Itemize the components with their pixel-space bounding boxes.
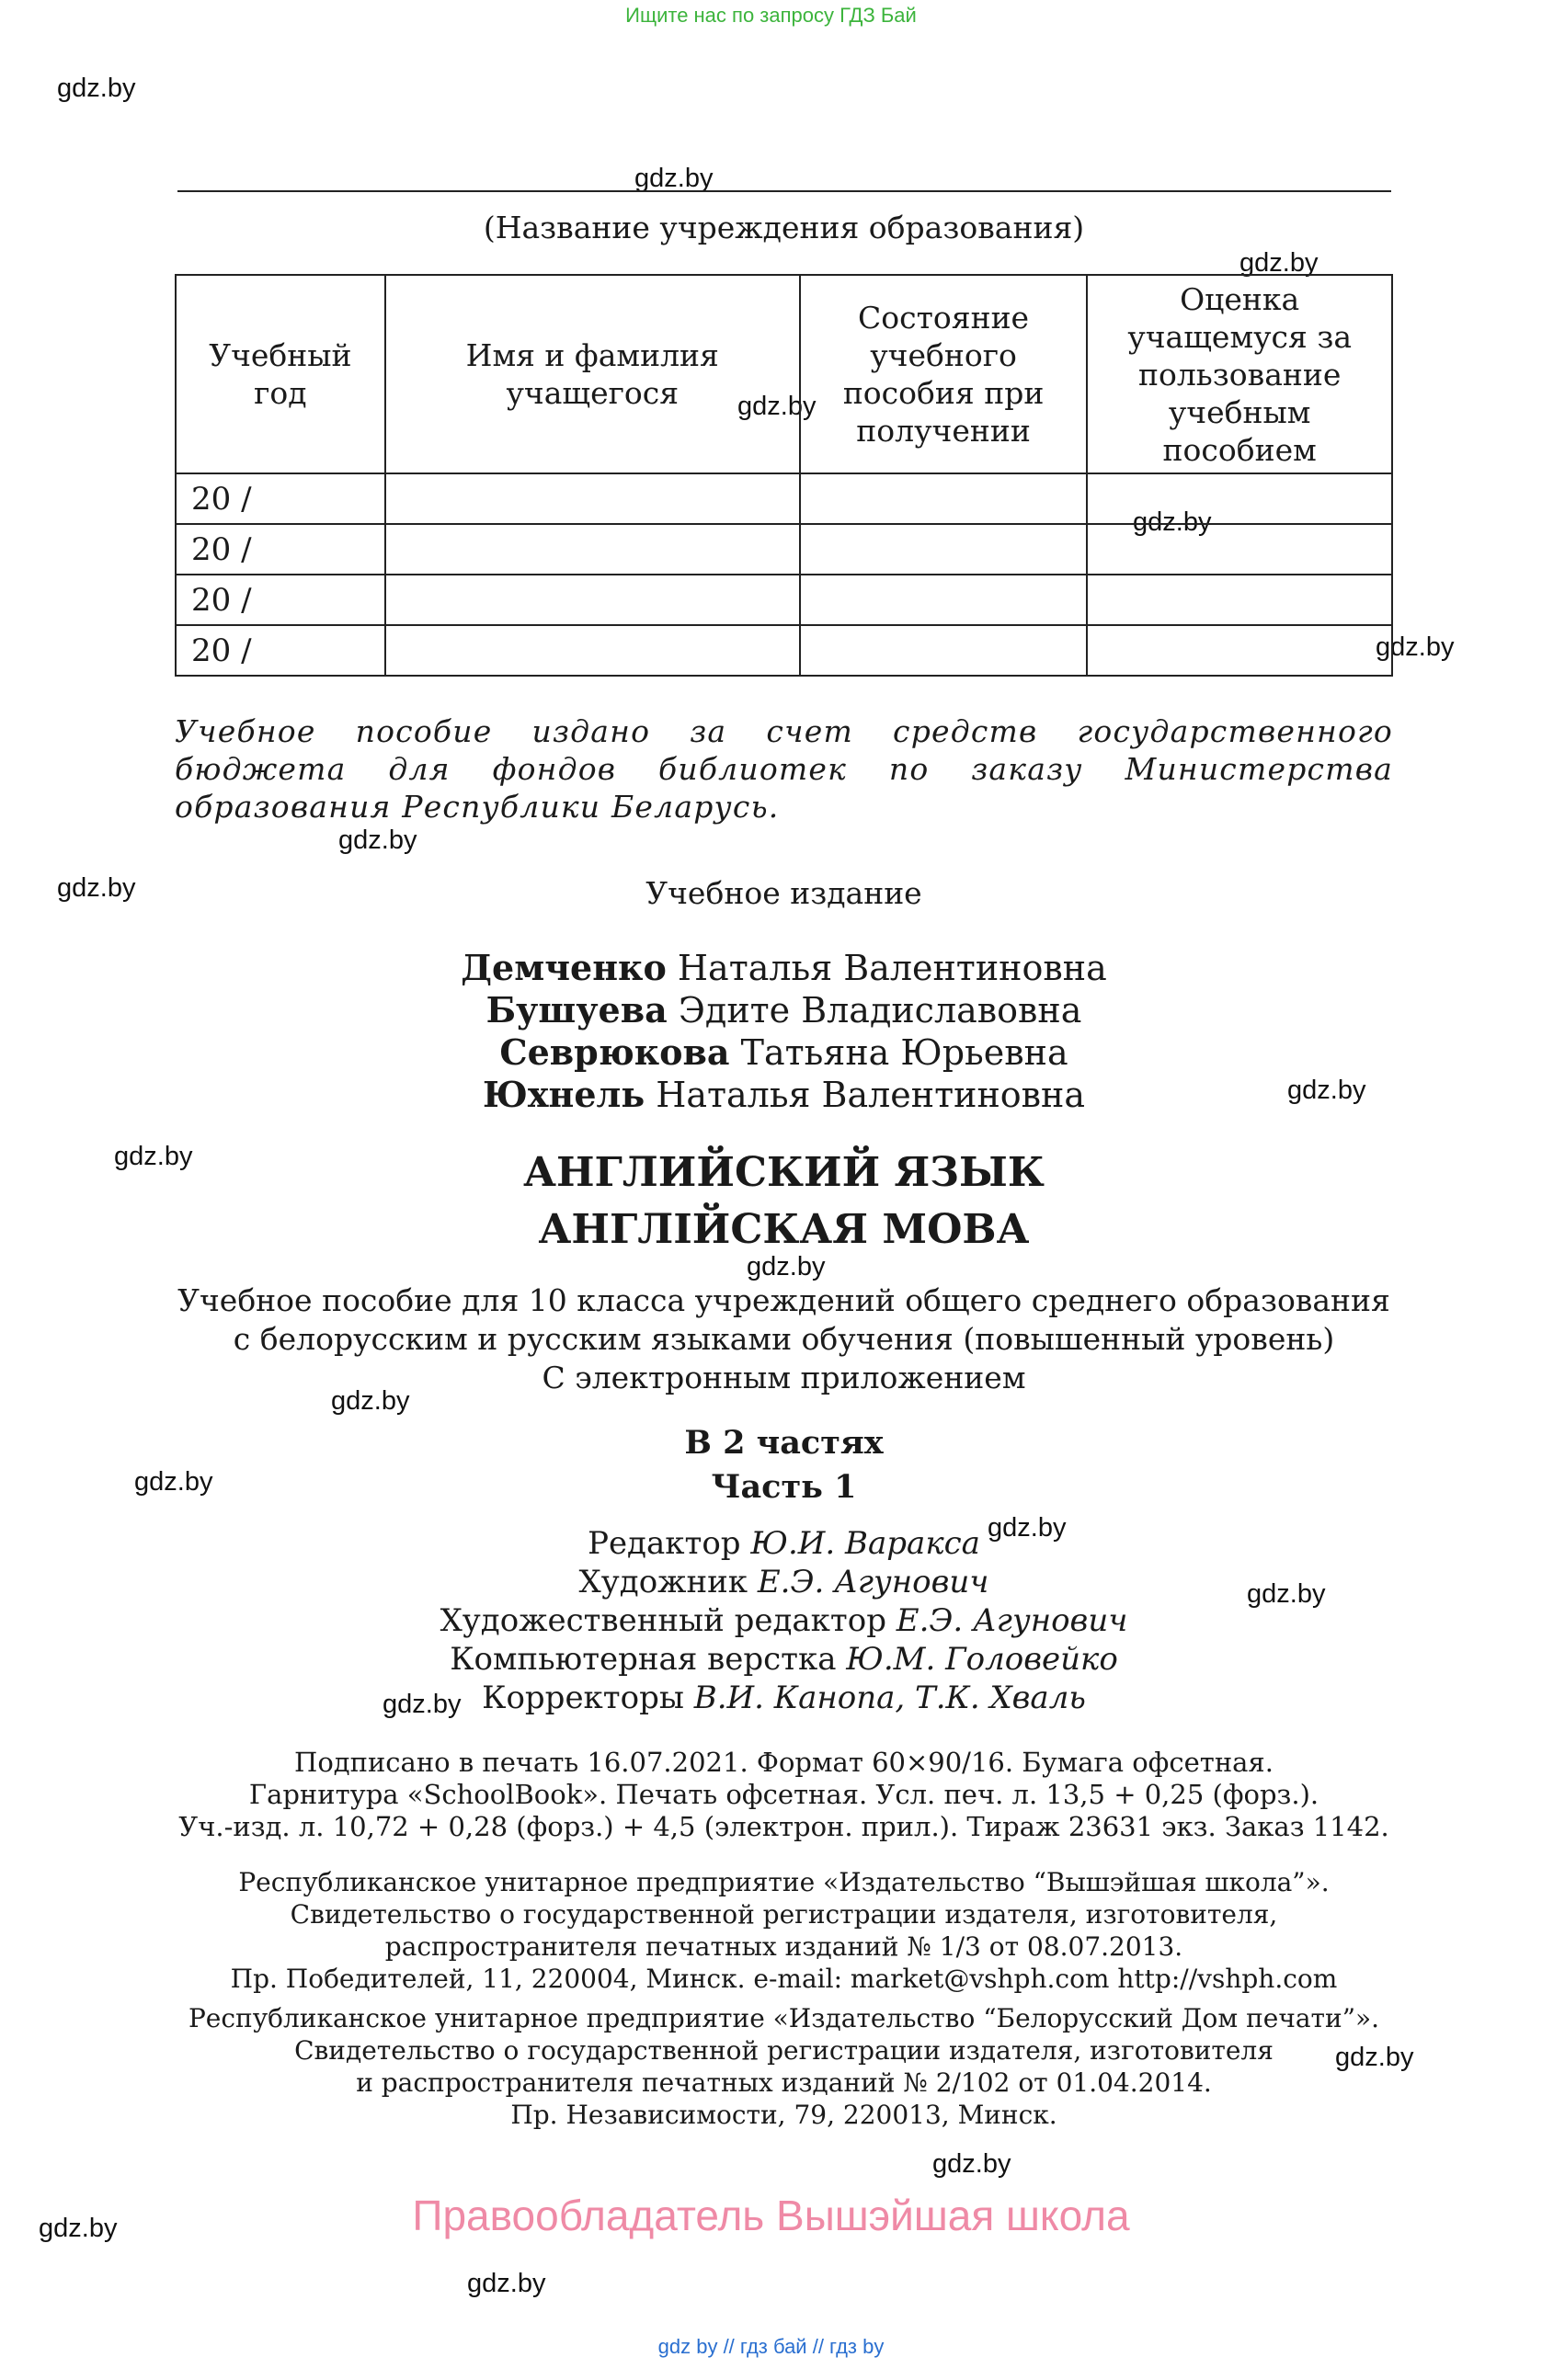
year-cell: 20 / <box>176 575 385 625</box>
watermark: gdz.by <box>338 826 417 855</box>
credit-person: В.И. Канопа, Т.К. Хваль <box>693 1680 1086 1716</box>
book-title <box>0 1144 1542 1258</box>
publisher-line: Республиканское унитарное предприятие «Издательство “Вышэйшая школа”». <box>238 1867 1330 1897</box>
name-cell <box>385 625 800 676</box>
rights-holder-footer: Правообладатель Вышэйшая школа <box>412 2192 1130 2239</box>
title-russian: АНГЛИЙСКИЙ ЯЗЫК <box>523 1149 1045 1196</box>
parts-count: В 2 частях <box>684 1424 884 1462</box>
watermark: gdz.by <box>383 1690 462 1719</box>
imprint-line: Уч.-изд. л. 10,72 + 0,28 (форз.) + 4,5 (электрон. прил.). Тираж 23631 экз. Заказ 1142. <box>178 1811 1389 1842</box>
header-student-name: Имя и фамилия учащегося <box>385 275 800 473</box>
table-row <box>176 575 1392 625</box>
authors-list <box>0 947 1542 1116</box>
publisher-block <box>0 1866 1542 1995</box>
year-cell: 20 / <box>176 473 385 524</box>
registration-table <box>175 274 1393 677</box>
printer-line: Свидетельство о государственной регистрации издателя, изготовителя <box>294 2035 1274 2066</box>
watermark: gdz.by <box>39 2214 118 2243</box>
credit-person: Ю.И. Варакса <box>750 1525 980 1562</box>
credit-line <box>0 1563 1542 1601</box>
header-book-condition: Состояние учебного пособия при получении <box>800 275 1088 473</box>
author-surname: Бушуева <box>485 989 668 1031</box>
condition-cell <box>800 524 1088 575</box>
header-year: Учебный год <box>176 275 385 473</box>
credits <box>0 1524 1542 1717</box>
part-number: Часть 1 <box>711 1468 857 1506</box>
book-description <box>0 1281 1542 1397</box>
grade-cell <box>1087 575 1392 625</box>
printer-address: Пр. Независимости, 79, 220013, Минск. <box>510 2100 1057 2130</box>
printer-block <box>0 2002 1542 2131</box>
watermark: gdz.by <box>1335 2043 1414 2072</box>
credit-role: Художественный редактор <box>440 1602 886 1639</box>
watermark: gdz.by <box>1376 632 1455 662</box>
author-line <box>0 1074 1542 1116</box>
imprint <box>0 1747 1542 1843</box>
condition-cell <box>800 575 1088 625</box>
publisher-line: распространителя печатных изданий № 1/3 от 08.07.2013. <box>384 1931 1183 1962</box>
watermark: gdz.by <box>467 2269 546 2298</box>
watermark: gdz.by <box>57 74 136 103</box>
imprint-line: Гарнитура «SchoolBook». Печать офсетная. Усл. печ. л. 13,5 + 0,25 (форз.). <box>248 1779 1319 1810</box>
institution-caption: (Название учреждения образования) <box>483 210 1085 245</box>
funding-note: Учебное пособие издано за счет средств государственного бюджета для фондов библиотек по заказу Министерства образования Республики Беларусь. <box>175 713 1393 825</box>
watermark: gdz.by <box>57 873 136 903</box>
description-line: С электронным приложением <box>542 1360 1026 1395</box>
credit-role: Художник <box>578 1564 748 1600</box>
watermark: gdz.by <box>331 1386 410 1416</box>
watermark: gdz.by <box>1133 507 1212 537</box>
author-line <box>0 1031 1542 1074</box>
author-surname: Севрюкова <box>499 1031 730 1073</box>
table-row <box>176 473 1392 524</box>
table-row <box>176 524 1392 575</box>
title-belarusian: АНГЛІЙСКАЯ МОВА <box>538 1206 1030 1253</box>
publisher-line: Свидетельство о государственной регистрации издателя, изготовителя, <box>290 1899 1278 1930</box>
printer-line: Республиканское унитарное предприятие «Издательство “Белорусский Дом печати”». <box>188 2003 1380 2033</box>
credit-line <box>0 1524 1542 1563</box>
credit-person: Е.Э. Агунович <box>896 1602 1128 1639</box>
grade-cell <box>1087 625 1392 676</box>
credit-role: Корректоры <box>482 1680 684 1716</box>
author-line <box>0 989 1542 1031</box>
watermark: gdz.by <box>134 1467 213 1497</box>
author-names: Эдите Владиславовна <box>678 990 1082 1031</box>
watermark: gdz.by <box>988 1513 1067 1543</box>
credit-person: Е.Э. Агунович <box>757 1564 989 1600</box>
printer-line: и распространителя печатных изданий № 2/102 от 01.04.2014. <box>356 2067 1212 2098</box>
author-surname: Юхнель <box>482 1074 645 1115</box>
name-cell <box>385 473 800 524</box>
author-names: Татьяна Юрьевна <box>740 1032 1068 1073</box>
footer-links[interactable]: gdz by // гдз бай // гдз by <box>657 2335 885 2358</box>
credit-person: Ю.М. Головейко <box>846 1641 1118 1678</box>
name-cell <box>385 575 800 625</box>
publishers <box>0 1866 1542 2138</box>
header-grade: Оценка учащемуся за пользование учебным пособием <box>1087 275 1392 473</box>
credit-role: Редактор <box>588 1525 741 1562</box>
author-line <box>0 947 1542 989</box>
parts-info <box>0 1421 1542 1509</box>
imprint-line: Подписано в печать 16.07.2021. Формат 60×90/16. Бумага офсетная. <box>294 1747 1274 1778</box>
watermark: gdz.by <box>1287 1076 1366 1105</box>
credit-role: Компьютерная верстка <box>450 1641 837 1678</box>
institution-line <box>177 190 1391 192</box>
watermark: gdz.by <box>737 392 817 421</box>
year-cell: 20 / <box>176 524 385 575</box>
author-surname: Демченко <box>461 947 667 988</box>
credit-line <box>0 1601 1542 1640</box>
credit-line <box>0 1640 1542 1679</box>
grade-cell <box>1087 473 1392 524</box>
watermark: gdz.by <box>114 1142 193 1171</box>
table-row <box>176 625 1392 676</box>
watermark: gdz.by <box>932 2149 1011 2179</box>
watermark: gdz.by <box>747 1252 826 1281</box>
author-names: Наталья Валентиновна <box>677 948 1107 988</box>
watermark: gdz.by <box>1247 1579 1326 1609</box>
edition-label: Учебное издание <box>645 875 922 911</box>
publisher-contact: Пр. Победителей, 11, 220004, Минск. e-mail: market@vshph.com http://vshph.com <box>230 1964 1338 1994</box>
description-line: с белорусским и русским языками обучения (повышенный уровень) <box>233 1321 1335 1357</box>
condition-cell <box>800 625 1088 676</box>
watermark: gdz.by <box>1239 248 1319 278</box>
grade-cell <box>1087 524 1392 575</box>
top-banner[interactable]: Ищите нас по запросу ГДЗ Бай <box>625 4 917 27</box>
table-header-row <box>176 275 1392 473</box>
year-cell: 20 / <box>176 625 385 676</box>
author-names: Наталья Валентиновна <box>656 1075 1086 1115</box>
watermark: gdz.by <box>634 164 714 193</box>
condition-cell <box>800 473 1088 524</box>
credit-line <box>0 1679 1542 1717</box>
description-line: Учебное пособие для 10 класса учреждений общего среднего образования <box>177 1282 1390 1318</box>
name-cell <box>385 524 800 575</box>
